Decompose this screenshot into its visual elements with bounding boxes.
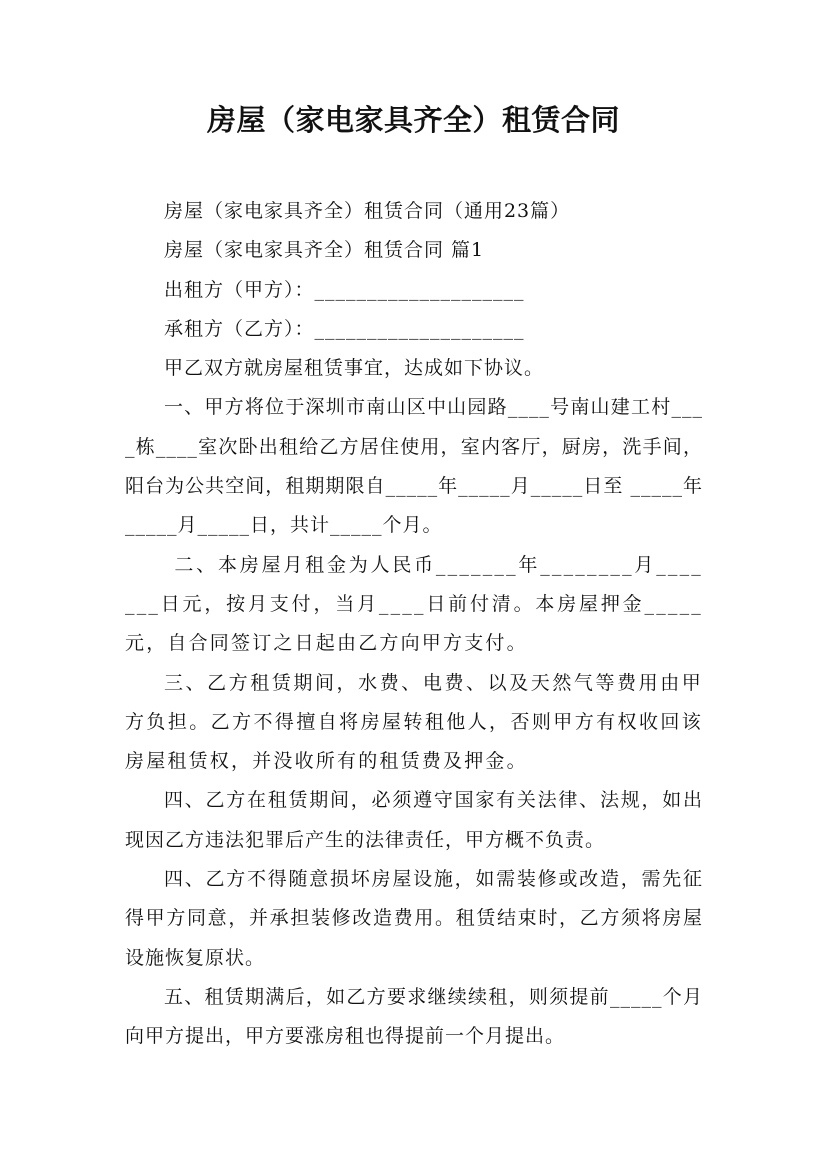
paragraph-clause-2: 二、本房屋月租金为人民币_______年________月_______日元，按月支付，当月____日前付清。本房屋押金_____元，自合同签订之日起由乙方向甲方支付。 bbox=[125, 553, 703, 655]
paragraph-subtitle: 房屋（家电家具齐全）租赁合同（通用23篇） bbox=[163, 200, 571, 222]
paragraph-clause-3: 三、乙方租赁期间，水费、电费、以及天然气等费用由甲方负担。乙方不得擅自将房屋转租他人，否则甲方有权收回该房屋租赁权，并没收所有的租赁费及押金。 bbox=[125, 671, 703, 773]
document-title: 房屋（家电家具齐全）租赁合同 bbox=[206, 103, 620, 137]
paragraph-clause-5: 五、租赁期满后，如乙方要求继续续租，则须提前_____个月向甲方提出，甲方要涨房租也得提前一个月提出。 bbox=[125, 985, 703, 1048]
paragraph-lessor: 出租方（甲方）：____________________ bbox=[163, 278, 525, 301]
paragraph-agreement-intro: 甲乙双方就房屋租赁事宜，达成如下协议。 bbox=[163, 357, 544, 380]
paragraph-lessee: 承租方（乙方）：____________________ bbox=[163, 317, 525, 340]
paragraph-clause-4b: 四、乙方不得随意损坏房屋设施，如需装修或改造，需先征得甲方同意，并承担装修改造费用。租赁结束时，乙方须将房屋设施恢复原状。 bbox=[125, 868, 703, 969]
paragraph-clause-4: 四、乙方在租赁期间，必须遵守国家有关法律、法规，如出现因乙方违法犯罪后产生的法律责任，甲方概不负责。 bbox=[125, 789, 703, 851]
paragraph-clause-1: 一、甲方将位于深圳市南山区中山园路____号南山建工村____栋____室次卧出租给乙方居住使用，室内客厅，厨房，洗手间，阳台为公共空间，租期期限自_____年_____月_____日至 _____年_____月_____日，共计_____个月。 bbox=[125, 396, 703, 537]
paragraph-section-heading: 房屋（家电家具齐全）租赁合同 篇1 bbox=[163, 239, 485, 262]
document-body bbox=[125, 192, 703, 1057]
